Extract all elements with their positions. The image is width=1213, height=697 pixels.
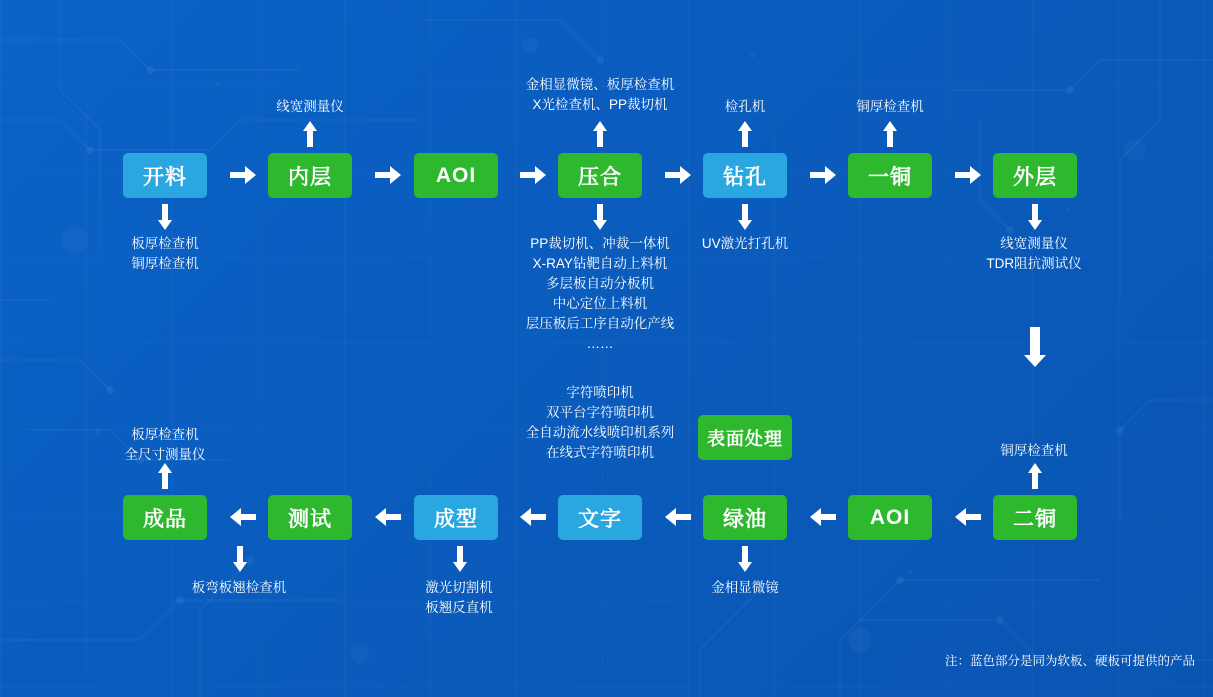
- node-label: 测试: [288, 507, 332, 531]
- caption-neiceng-above: 线宽测量仪: [276, 99, 344, 114]
- arrow-left-5: [808, 505, 838, 529]
- node-label: AOI: [869, 505, 911, 529]
- node-label: 压合: [578, 165, 622, 189]
- arrow-left-2: [373, 505, 403, 529]
- footnote: 注：蓝色部分是同为软板、硬板可提供的产品: [944, 654, 1195, 668]
- node-label: 成品: [143, 507, 187, 531]
- caption-zuankong-above: 检孔机: [724, 99, 766, 114]
- node-wenzi[interactable]: [558, 495, 642, 540]
- caption-ceshi-below: 板弯板翘检查机: [191, 580, 287, 595]
- node-neiceng[interactable]: [268, 153, 352, 198]
- arrow-up-yitong: [882, 120, 898, 148]
- arrow-left-4: [663, 505, 693, 529]
- node-yitong[interactable]: [848, 153, 932, 198]
- arrow-left-3: [518, 505, 548, 529]
- arrow-down-zuankong: [737, 203, 753, 231]
- arrow-left-6: [953, 505, 983, 529]
- arrow-down-kailiao: [157, 203, 173, 231]
- arrow-up-neiceng: [302, 120, 318, 148]
- arrow-down-lvyou: [737, 545, 753, 573]
- node-yahe[interactable]: [558, 153, 642, 198]
- node-aoi-2[interactable]: [848, 495, 932, 540]
- caption-chengxing-below: 激光切割机 板翘反直机: [425, 580, 493, 615]
- caption-kailiao-below: 板厚检查机 铜厚检查机: [131, 236, 199, 271]
- caption-wenzi-above: 字符喷印机 双平台字符喷印机 全自动流水线喷印机系列 在线式字符喷印机: [525, 385, 675, 460]
- node-chengxing[interactable]: [414, 495, 498, 540]
- node-label: 钻孔: [723, 165, 767, 189]
- arrow-down-waiceng-to-ertong: [1022, 325, 1048, 369]
- arrow-left-1: [228, 505, 258, 529]
- arrow-up-chengpin: [157, 462, 173, 490]
- node-zuankong[interactable]: [703, 153, 787, 198]
- arrow-down-ceshi: [232, 545, 248, 573]
- arrow-right-1: [228, 163, 258, 187]
- node-label: 外层: [1013, 165, 1057, 189]
- node-waiceng[interactable]: [993, 153, 1077, 198]
- node-label: AOI: [435, 163, 477, 187]
- arrow-down-waiceng: [1027, 203, 1043, 231]
- caption-lvyou-below: 金相显微镜: [711, 580, 779, 595]
- arrow-right-4: [663, 163, 693, 187]
- node-lvyou[interactable]: [703, 495, 787, 540]
- arrow-right-5: [808, 163, 838, 187]
- caption-ertong-above: 铜厚检查机: [1000, 443, 1068, 458]
- node-chengpin[interactable]: [123, 495, 207, 540]
- node-label: 开料: [143, 165, 187, 189]
- caption-yahe-below: PP裁切机、冲裁一体机 X-RAY钻靶自动上料机 多层板自动分板机 中心定位上料机 层压板后工序自动化产线 ……: [525, 236, 675, 351]
- caption-yitong-above: 铜厚检查机: [856, 99, 924, 114]
- arrow-down-yahe: [592, 203, 608, 231]
- node-label: 内层: [288, 165, 332, 189]
- node-label: 文字: [578, 507, 622, 531]
- caption-yahe-above: 金相显微镜、板厚检查机 X光检查机、PP裁切机: [525, 77, 675, 112]
- node-label: 二铜: [1013, 507, 1057, 531]
- node-ceshi[interactable]: [268, 495, 352, 540]
- node-label: 绿油: [723, 507, 767, 531]
- node-label: 一铜: [868, 165, 912, 189]
- arrow-up-yahe: [592, 120, 608, 148]
- caption-chengpin-above: 板厚检查机 全尺寸测量仪: [124, 427, 206, 462]
- node-ertong[interactable]: [993, 495, 1077, 540]
- arrow-down-chengxing: [452, 545, 468, 573]
- node-label: 表面处理: [707, 428, 783, 449]
- caption-waiceng-below: 线宽测量仪 TDR阻抗测试仪: [986, 236, 1082, 271]
- arrow-right-2: [373, 163, 403, 187]
- arrow-right-6: [953, 163, 983, 187]
- arrow-up-ertong: [1027, 462, 1043, 490]
- node-aoi-1[interactable]: [414, 153, 498, 198]
- arrow-right-3: [518, 163, 548, 187]
- caption-zuankong-below: UV激光打孔机: [701, 236, 789, 251]
- node-kailiao[interactable]: [123, 153, 207, 198]
- node-label: 成型: [434, 507, 478, 531]
- arrow-up-zuankong: [737, 120, 753, 148]
